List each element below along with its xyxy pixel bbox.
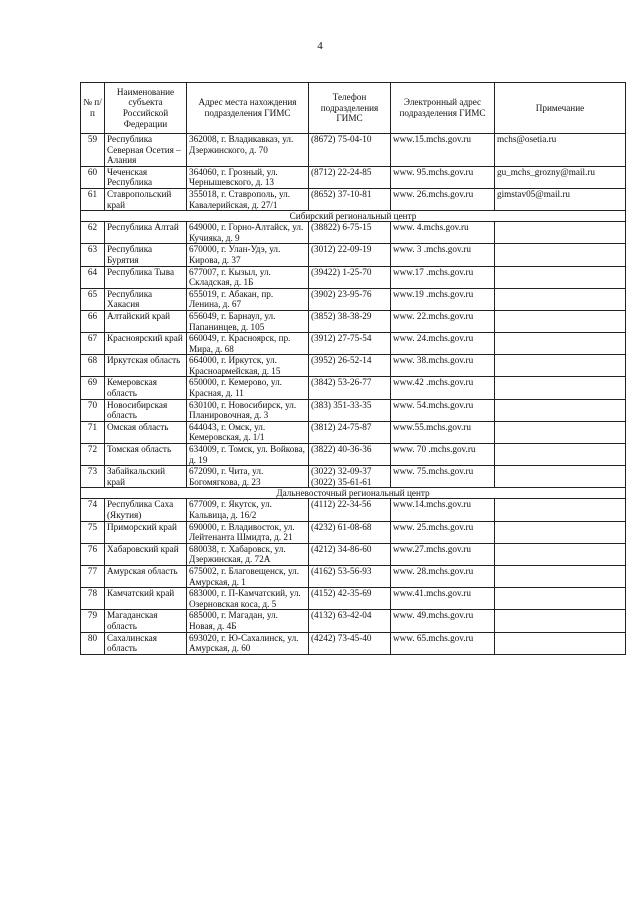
cell-no: 66 — [81, 310, 105, 332]
cell-phone — [309, 444, 391, 466]
cell-phone — [309, 310, 391, 332]
cell-address: 683000, г. П-Камчатский, ул. Озерновская коса, д. 5 — [187, 588, 309, 610]
cell-no: 68 — [81, 355, 105, 377]
cell-website: www. 3 .mchs.gov.ru — [391, 244, 495, 266]
cell-phone — [309, 499, 391, 521]
cell-website: www. 26.mchs.gov.ru — [391, 188, 495, 210]
cell-subject: Томская область — [105, 444, 187, 466]
cell-address: 634009, г. Томск, ул. Войкова, д. 19 — [187, 444, 309, 466]
cell-no: 59 — [81, 134, 105, 167]
cell-subject: Хабаровский край — [105, 543, 187, 565]
phone-primary: (4112) 22-34-56 — [311, 499, 372, 510]
header-address: Адрес места нахождения подразделения ГИМС — [187, 83, 309, 134]
cell-address: 630100, г. Новосибирск, ул. Планировочная, д. 3 — [187, 399, 309, 421]
cell-phone — [309, 288, 391, 310]
cell-no: 64 — [81, 266, 105, 288]
cell-website: www. 4.mchs.gov.ru — [391, 222, 495, 244]
cell-no: 75 — [81, 521, 105, 543]
cell-subject: Ставропольский край — [105, 188, 187, 210]
cell-note — [495, 565, 626, 587]
cell-subject: Омская область — [105, 421, 187, 443]
table-row — [81, 188, 626, 210]
cell-note — [495, 543, 626, 565]
header-subject: Наименование субъекта Российской Федерации — [105, 83, 187, 134]
phone-primary: (4212) 34-86-60 — [311, 543, 372, 554]
cell-website: www. 38.mchs.gov.ru — [391, 355, 495, 377]
table-row — [81, 499, 626, 521]
cell-phone — [309, 399, 391, 421]
cell-address: 656049, г. Барнаул, ул. Папанинцев, д. 105 — [187, 310, 309, 332]
phone-primary: (4132) 63-42-04 — [311, 610, 372, 621]
table-row — [81, 266, 626, 288]
cell-website: www. 25.mchs.gov.ru — [391, 521, 495, 543]
cell-note — [495, 499, 626, 521]
phone-primary: (3902) 23-95-76 — [311, 288, 372, 299]
cell-no: 78 — [81, 588, 105, 610]
cell-website: www.17 .mchs.gov.ru — [391, 266, 495, 288]
cell-no: 74 — [81, 499, 105, 521]
cell-website: www. 70 .mchs.gov.ru — [391, 444, 495, 466]
phone-primary: (3012) 22-09-19 — [311, 244, 372, 255]
cell-no: 70 — [81, 399, 105, 421]
section-row — [81, 488, 626, 499]
cell-website: www.14.mchs.gov.ru — [391, 499, 495, 521]
table-row — [81, 466, 626, 488]
cell-address: 685000, г. Магадан, ул. Новая, д. 4Б — [187, 610, 309, 632]
cell-website: www. 95.mchs.gov.ru — [391, 166, 495, 188]
cell-website: www. 24.mchs.gov.ru — [391, 333, 495, 355]
cell-website: www. 28.mchs.gov.ru — [391, 565, 495, 587]
cell-phone — [309, 377, 391, 399]
cell-note — [495, 266, 626, 288]
cell-no: 69 — [81, 377, 105, 399]
phone-primary: (3952) 26-52-14 — [311, 355, 372, 366]
cell-phone — [309, 421, 391, 443]
cell-subject: Республика Хакасия — [105, 288, 187, 310]
table-row — [81, 288, 626, 310]
cell-phone — [309, 355, 391, 377]
cell-phone — [309, 543, 391, 565]
table-row — [81, 377, 626, 399]
section-row — [81, 211, 626, 222]
cell-subject: Республика Северная Осетия – Алания — [105, 134, 187, 167]
cell-note — [495, 521, 626, 543]
cell-subject: Республика Саха (Якутия) — [105, 499, 187, 521]
cell-subject: Новосибирская область — [105, 399, 187, 421]
cell-note — [495, 377, 626, 399]
cell-website: www.41.mchs.gov.ru — [391, 588, 495, 610]
phone-primary: (3912) 27-75-54 — [311, 333, 372, 344]
cell-address: 364060, г. Грозный, ул. Чернышевского, д. 13 — [187, 166, 309, 188]
cell-address: 650000, г. Кемерово, ул. Красная, д. 11 — [187, 377, 309, 399]
phone-primary: (4242) 73-45-40 — [311, 632, 372, 643]
section-title: Сибирский региональный центр — [81, 211, 626, 222]
cell-no: 61 — [81, 188, 105, 210]
cell-address: 690000, г. Владивосток, ул. Лейтенанта Шмидта, д. 21 — [187, 521, 309, 543]
table-row — [81, 222, 626, 244]
cell-address: 677007, г. Кызыл, ул. Складская, д. 1Б — [187, 266, 309, 288]
header-phone: Телефон подразделения ГИМС — [309, 83, 391, 134]
table-row — [81, 244, 626, 266]
cell-note — [495, 333, 626, 355]
cell-phone — [309, 588, 391, 610]
cell-subject: Республика Тыва — [105, 266, 187, 288]
phone-primary: (4232) 61-08-68 — [311, 521, 372, 532]
cell-note — [495, 421, 626, 443]
cell-address: 670000, г. Улан-Удэ, ул. Кирова, д. 37 — [187, 244, 309, 266]
table-body — [81, 134, 626, 655]
cell-address: 680038, г. Хабаровск, ул. Дзержинская, д. 72А — [187, 543, 309, 565]
gims-table — [80, 82, 626, 655]
cell-address: 644043, г. Омск, ул. Кемеровская, д. 1/1 — [187, 421, 309, 443]
cell-address: 660049, г. Красноярск, пр. Мира, д. 68 — [187, 333, 309, 355]
cell-no: 60 — [81, 166, 105, 188]
table-row — [81, 355, 626, 377]
cell-phone — [309, 166, 391, 188]
cell-subject: Забайкальский край — [105, 466, 187, 488]
cell-note — [495, 610, 626, 632]
cell-no: 63 — [81, 244, 105, 266]
table-row — [81, 444, 626, 466]
cell-subject: Республика Бурятия — [105, 244, 187, 266]
phone-primary: (3822) 40-36-36 — [311, 444, 372, 455]
page-number: 4 — [317, 40, 323, 52]
cell-no: 76 — [81, 543, 105, 565]
phone-primary: (383) 351-33-35 — [311, 399, 372, 410]
cell-note — [495, 288, 626, 310]
cell-note — [495, 588, 626, 610]
cell-phone — [309, 632, 391, 654]
cell-phone — [309, 333, 391, 355]
cell-subject: Амурская область — [105, 565, 187, 587]
cell-website: www.55.mchs.gov.ru — [391, 421, 495, 443]
cell-note: mchs@osetia.ru — [495, 134, 626, 167]
cell-address: 664000, г. Иркутск, ул. Красноармейская, д. 15 — [187, 355, 309, 377]
phone-primary: (4152) 42-35-69 — [311, 588, 372, 599]
phone-primary: (3812) 24-75-87 — [311, 421, 372, 432]
cell-address: 677009, г. Якутск, ул. Кальвица, д. 16/2 — [187, 499, 309, 521]
cell-no: 80 — [81, 632, 105, 654]
cell-website: www. 49.mchs.gov.ru — [391, 610, 495, 632]
cell-no: 79 — [81, 610, 105, 632]
cell-address: 675002, г. Благовещенск, ул. Амурская, д. 1 — [187, 565, 309, 587]
cell-website: www.27.mchs.gov.ru — [391, 543, 495, 565]
table-row — [81, 166, 626, 188]
cell-subject: Красноярский край — [105, 333, 187, 355]
cell-note — [495, 222, 626, 244]
section-title: Дальневосточный региональный центр — [81, 488, 626, 499]
table-row — [81, 134, 626, 167]
cell-no: 65 — [81, 288, 105, 310]
cell-note — [495, 466, 626, 488]
cell-website: www.42 .mchs.gov.ru — [391, 377, 495, 399]
cell-subject: Камчатский край — [105, 588, 187, 610]
cell-note — [495, 444, 626, 466]
cell-no: 73 — [81, 466, 105, 488]
cell-no: 72 — [81, 444, 105, 466]
cell-note — [495, 355, 626, 377]
cell-address: 649000, г. Горно-Алтайск, ул. Кучияка, д. 9 — [187, 222, 309, 244]
cell-phone — [309, 134, 391, 167]
phone-primary: (3022) 32-09-37 — [311, 466, 372, 477]
cell-phone — [309, 244, 391, 266]
cell-address: 693020, г. Ю-Сахалинск, ул. Амурская, д. 60 — [187, 632, 309, 654]
cell-no: 77 — [81, 565, 105, 587]
table-row — [81, 588, 626, 610]
phone-primary: (3852) 38-38-29 — [311, 310, 372, 321]
cell-website: www. 75.mchs.gov.ru — [391, 466, 495, 488]
table-row — [81, 565, 626, 587]
cell-no: 62 — [81, 222, 105, 244]
cell-note — [495, 310, 626, 332]
cell-subject: Приморский край — [105, 521, 187, 543]
cell-phone — [309, 565, 391, 587]
cell-website: www.19 .mchs.gov.ru — [391, 288, 495, 310]
cell-phone — [309, 610, 391, 632]
header-note: Примечание — [495, 83, 626, 134]
table-row — [81, 421, 626, 443]
cell-note — [495, 244, 626, 266]
cell-address: 355018, г. Ставрополь, ул. Кавалерийская, д. 27/1 — [187, 188, 309, 210]
cell-subject: Республика Алтай — [105, 222, 187, 244]
cell-subject: Чеченская Республика — [105, 166, 187, 188]
phone-primary: (38822) 6-75-15 — [311, 222, 372, 233]
table-row — [81, 399, 626, 421]
table-row — [81, 310, 626, 332]
cell-subject: Алтайский край — [105, 310, 187, 332]
cell-website: www.15.mchs.gov.ru — [391, 134, 495, 167]
cell-phone — [309, 188, 391, 210]
cell-website: www. 65.mchs.gov.ru — [391, 632, 495, 654]
cell-address: 362008, г. Владикавказ, ул. Дзержинского, д. 70 — [187, 134, 309, 167]
cell-no: 71 — [81, 421, 105, 443]
cell-website: www. 54.mchs.gov.ru — [391, 399, 495, 421]
cell-note — [495, 632, 626, 654]
phone-primary: (4162) 53-56-93 — [311, 565, 372, 576]
cell-subject: Кемеровская область — [105, 377, 187, 399]
cell-phone — [309, 521, 391, 543]
phone-primary: (8652) 37-10-81 — [311, 188, 372, 199]
cell-website: www. 22.mchs.gov.ru — [391, 310, 495, 332]
cell-phone — [309, 466, 391, 488]
cell-note: gimstav05@mail.ru — [495, 188, 626, 210]
cell-subject: Иркутская область — [105, 355, 187, 377]
cell-no: 67 — [81, 333, 105, 355]
phone-primary: (8712) 22-24-85 — [311, 166, 372, 177]
table-row — [81, 521, 626, 543]
cell-phone — [309, 266, 391, 288]
table-row — [81, 543, 626, 565]
cell-address: 672090, г. Чита, ул. Богомягкова, д. 23 — [187, 466, 309, 488]
table-header-row — [81, 83, 626, 134]
header-email: Электронный адрес подразделения ГИМС — [391, 83, 495, 134]
cell-phone — [309, 222, 391, 244]
cell-address: 655019, г. Абакан, пр. Ленина, д. 67 — [187, 288, 309, 310]
cell-subject: Магаданская область — [105, 610, 187, 632]
cell-subject: Сахалинская область — [105, 632, 187, 654]
phone-secondary: (3022) 35-61-61 — [311, 476, 372, 487]
phone-primary: (8672) 75-04-10 — [311, 134, 372, 144]
cell-note: gu_mchs_grozny@mail.ru — [495, 166, 626, 188]
cell-note — [495, 399, 626, 421]
phone-primary: (39422) 1-25-70 — [311, 266, 372, 277]
header-no: № п/п — [81, 83, 105, 134]
phone-primary: (3842) 53-26-77 — [311, 377, 372, 388]
table-row — [81, 610, 626, 632]
table-row — [81, 632, 626, 654]
table-row — [81, 333, 626, 355]
